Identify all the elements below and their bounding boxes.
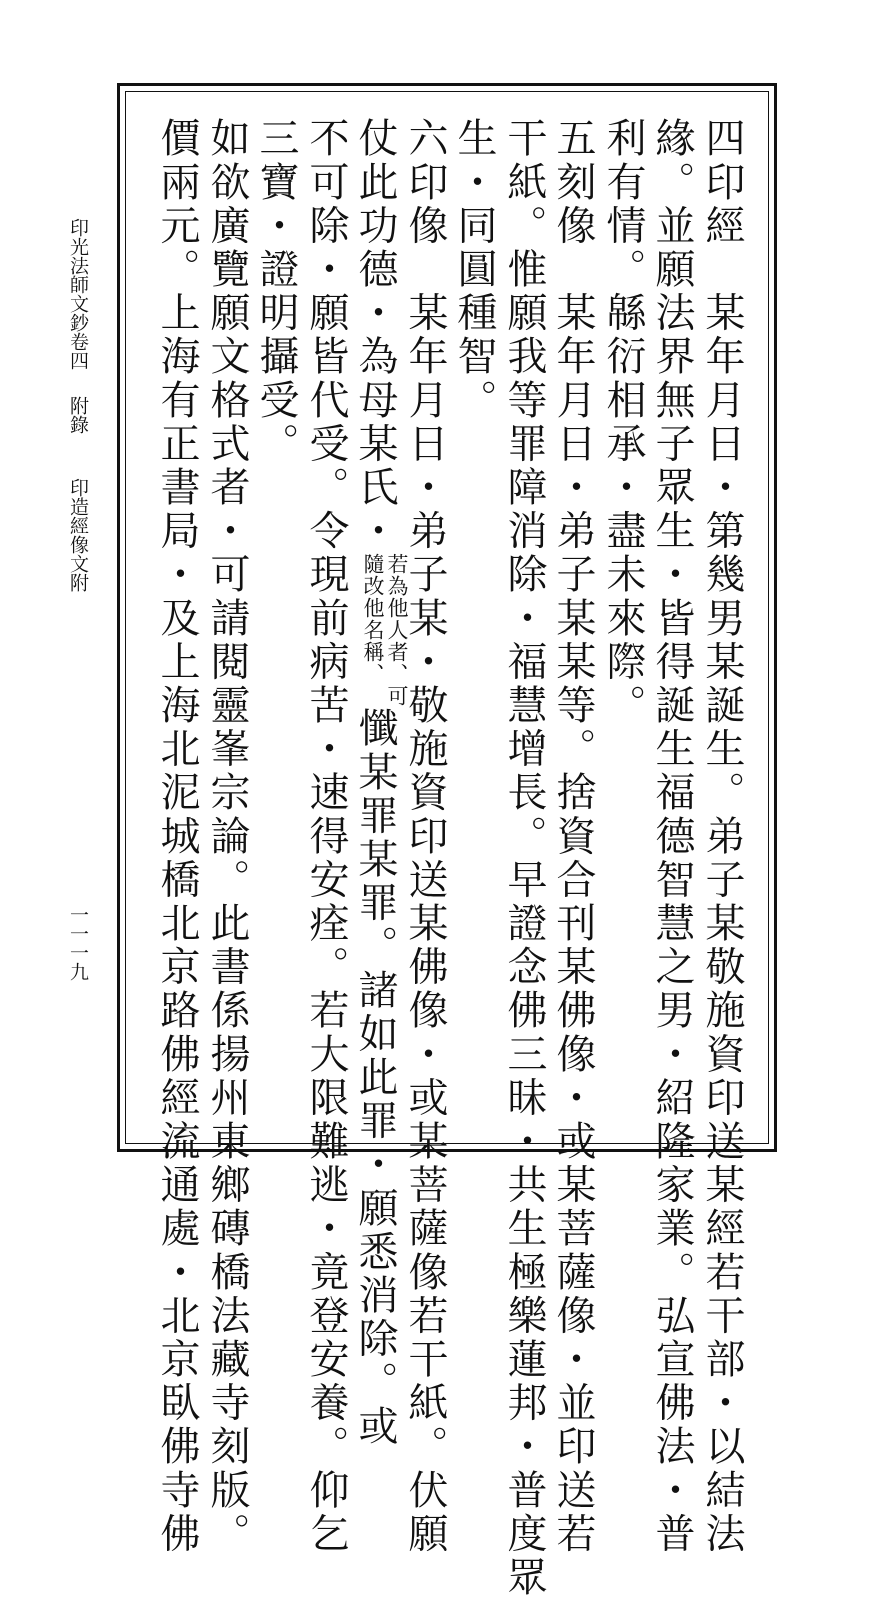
page-number: 一一一九 — [67, 905, 89, 981]
annotation-line-1: 若為他人者、可 — [385, 553, 409, 707]
text-column-7: 六印像 某年月日・弟子某・敬施資印送某佛像・或某菩薩像若干紙。伏願 — [402, 117, 448, 1556]
inline-annotation — [361, 553, 409, 707]
text-column-3: 利有情。緜衍相承・盡未來際。 — [600, 117, 646, 728]
text-column-6: 生・同圓種智。 — [451, 117, 497, 423]
text-column-5: 干紙。惟願我等罪障消除・福慧增長。早證念佛三昧・共生極樂蓮邦・普度眾 — [501, 117, 547, 1599]
text-column-9: 不可除・願皆代受。令現前病苦・速得安痊。若大限難逃・竟登安養。仰乞 — [303, 117, 349, 1556]
running-header-title: 印光法師文鈔卷四 — [67, 218, 89, 370]
text-column-8 — [352, 117, 409, 1449]
column-8-text-before: 仗此功德・為母某氏・ — [352, 117, 398, 553]
column-8-text-after: 懺某罪某罪。諸如此罪・願悉消除。或 — [352, 707, 398, 1449]
running-header-section: 附錄 — [67, 396, 89, 434]
text-column-12: 價兩元。上海有正書局・及上海北泥城橋北京路佛經流通處・北京臥佛寺佛 — [154, 117, 200, 1556]
text-column-4: 五刻像 某年月日・弟子某某等。捨資合刊某佛像・或某菩薩像・並印送若 — [550, 117, 596, 1556]
annotation-line-2: 隨改他名稱、 — [361, 553, 385, 685]
text-column-1: 四印經 某年月日・第幾男某誕生。弟子某敬施資印送某經若干部・以結法 — [699, 117, 745, 1556]
text-column-10: 三寶・證明攝受。 — [253, 117, 299, 466]
text-column-11: 如欲廣覽願文格式者・可請閱靈峯宗論。此書係揚州東鄉磚橋法藏寺刻版。 — [204, 117, 250, 1556]
running-header-chapter: 印造經像文附 — [67, 478, 89, 592]
text-column-2: 緣。並願法界無子眾生・皆得誕生福德智慧之男・紹隆家業。弘宣佛法・普 — [649, 117, 695, 1556]
